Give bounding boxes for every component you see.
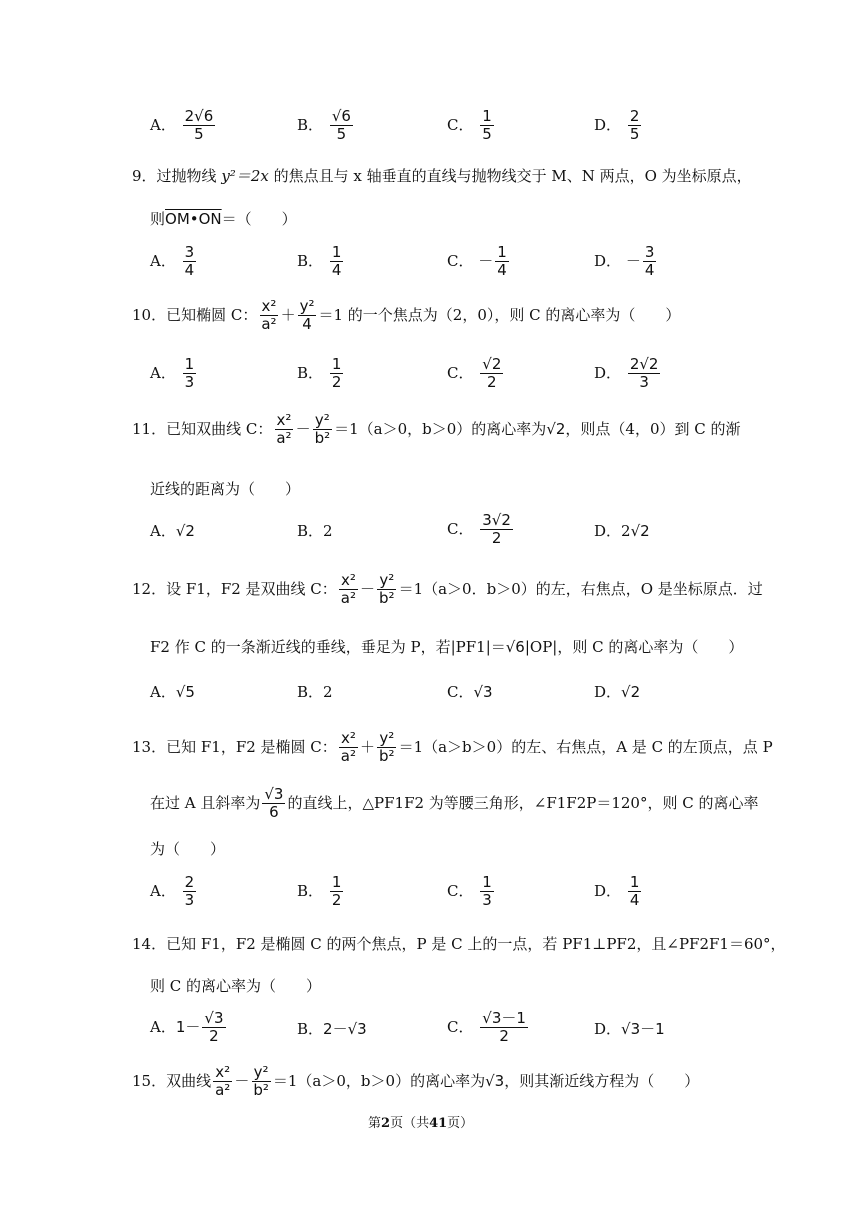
denominator: 6	[269, 803, 279, 822]
denominator: 2	[331, 891, 342, 910]
q8-option-a	[150, 108, 217, 144]
sqrt-expression: √3	[485, 1071, 505, 1090]
denominator: b²	[379, 589, 395, 608]
q8-option-c	[447, 108, 496, 144]
denominator: a²	[215, 1081, 231, 1100]
sqrt-expression: √2	[621, 683, 641, 701]
q11-option-c	[447, 512, 515, 548]
q13-stem-line3	[150, 838, 225, 859]
q9-option-b	[297, 244, 345, 280]
option-label: D．	[594, 115, 622, 134]
numerator: 1	[629, 873, 640, 891]
numerator: 2√2	[629, 355, 659, 373]
fraction	[262, 786, 285, 822]
denominator: 4	[629, 891, 640, 910]
footer-text: 页）	[447, 1116, 474, 1131]
stem-text: 已知椭圆 C：	[166, 305, 258, 324]
q11-option-b	[297, 520, 333, 541]
denominator: 4	[644, 261, 655, 280]
operator: ＋	[280, 305, 296, 324]
q14-option-d	[594, 1018, 665, 1039]
q12-stem-line2	[150, 636, 743, 657]
sqrt-expression: √6	[505, 638, 525, 656]
sqrt-expression: √5	[175, 683, 195, 701]
operator: －	[234, 1071, 250, 1090]
stem-text: ＝1（a＞0．b＞0）的左，右焦点，O 是坐标原点．过	[398, 579, 763, 598]
denominator: 3	[184, 373, 195, 392]
footer-text: 第	[368, 1116, 382, 1131]
stem-text: 则 C 的离心率为（ ）	[150, 977, 322, 995]
q12-option-b	[297, 681, 333, 702]
numerator: √2	[482, 355, 502, 373]
q9-option-d	[594, 244, 658, 280]
fraction	[330, 108, 353, 144]
denominator: 5	[336, 125, 347, 144]
numerator: 3	[644, 243, 655, 261]
option-label: B．	[297, 115, 324, 134]
operator: －	[360, 579, 376, 598]
denominator: 3	[639, 373, 649, 392]
fraction	[495, 244, 509, 280]
q11-stem-line1	[132, 412, 741, 448]
footer-text: 页（共	[390, 1116, 430, 1131]
option-label: A．	[150, 522, 176, 540]
numerator: 1	[482, 107, 492, 125]
fraction	[377, 572, 397, 608]
q10-option-b	[297, 356, 345, 392]
numerator: y²	[379, 729, 395, 747]
numerator: √3	[204, 1009, 224, 1027]
option-label: B．	[297, 881, 324, 900]
denominator: 3	[184, 891, 195, 910]
option-label: D．	[594, 251, 622, 270]
fraction	[480, 512, 513, 548]
numerator: √3	[264, 785, 284, 803]
q9-option-a	[150, 244, 198, 280]
option-label: B．	[297, 251, 324, 270]
numerator: x²	[340, 571, 356, 589]
stem-text: 已知 F1，F2 是椭圆 C 的两个焦点，P 是 C 上的一点，若 PF1⊥PF2，且∠PF2F1＝60°，	[166, 935, 786, 953]
operator: ＋	[360, 737, 376, 756]
denominator: 3	[482, 891, 492, 910]
q14-stem-line1	[132, 933, 786, 954]
page-footer	[368, 1112, 473, 1131]
q9-stem-line2	[150, 208, 297, 229]
denominator: 4	[331, 261, 342, 280]
denominator: b²	[379, 747, 395, 766]
stem-text: ＝1（a＞b＞0）的左、右焦点，A 是 C 的左顶点，点 P	[398, 737, 773, 756]
question-number: 10．	[132, 305, 167, 324]
option-label: C．	[447, 1017, 474, 1036]
q12-option-c	[447, 681, 493, 702]
fraction	[298, 298, 317, 334]
q8-option-d	[594, 108, 643, 144]
numerator: √3－1	[482, 1009, 526, 1027]
numerator: 1	[184, 355, 195, 373]
q12-stem-line1	[132, 572, 763, 608]
option-label: D．	[594, 881, 622, 900]
denominator: 2	[487, 373, 497, 392]
vector-dot-product: OM•ON	[165, 210, 222, 228]
stem-text: 近线的距离为（ ）	[150, 480, 301, 498]
q9-stem-line1	[132, 165, 752, 186]
stem-text: 已知双曲线 C：	[166, 419, 273, 438]
numerator: x²	[215, 1063, 231, 1081]
q10-option-d	[594, 356, 662, 392]
option-label: A．	[150, 683, 176, 701]
option-label: C．	[447, 251, 474, 270]
fraction	[330, 244, 344, 280]
fraction	[480, 874, 494, 910]
q10-stem	[132, 298, 680, 334]
denominator: 2	[499, 1027, 509, 1046]
denominator: 5	[482, 125, 492, 144]
total-pages: 41	[429, 1116, 448, 1131]
stem-text: 设 F1，F2 是双曲线 C：	[166, 579, 337, 598]
numerator: y²	[379, 571, 395, 589]
fraction	[330, 874, 344, 910]
sign: －	[478, 251, 494, 270]
numerator: 1	[331, 873, 342, 891]
stem-text: ＝1（a＞0，b＞0）的离心率为	[272, 1071, 486, 1090]
numerator: 1	[497, 243, 507, 261]
fraction	[480, 108, 494, 144]
denominator: 5	[194, 125, 204, 144]
sign: －	[625, 251, 641, 270]
stem-text: 双曲线	[166, 1071, 212, 1090]
numerator: y²	[299, 297, 315, 315]
q14-stem-line2	[150, 975, 321, 996]
fraction	[339, 730, 358, 766]
numerator: x²	[340, 729, 356, 747]
numerator: y²	[314, 411, 330, 429]
option-value: 2	[323, 683, 333, 701]
sqrt-expression: √3	[621, 1020, 641, 1038]
option-value: 2	[323, 522, 333, 540]
fraction	[183, 244, 197, 280]
fraction	[628, 356, 661, 392]
numerator: 1	[331, 243, 342, 261]
q13-stem-line1	[132, 730, 773, 766]
fraction	[330, 356, 344, 392]
option-label: D．	[594, 522, 622, 540]
fraction	[313, 412, 333, 448]
fraction	[259, 298, 278, 334]
fraction	[183, 356, 197, 392]
option-label: C．	[447, 683, 474, 701]
option-label: B．	[297, 1020, 324, 1038]
denominator: 2	[331, 373, 342, 392]
q11-option-a	[150, 520, 195, 541]
q14-option-a	[150, 1010, 228, 1046]
question-number: 12．	[132, 579, 167, 598]
sqrt-expression: √3	[347, 1020, 367, 1038]
prefix: 1－	[175, 1017, 201, 1036]
fraction	[480, 1010, 528, 1046]
operator: －	[295, 419, 311, 438]
option-label: C．	[447, 363, 474, 382]
q14-option-c	[447, 1010, 530, 1046]
stem-text: 为（ ）	[150, 840, 226, 858]
prefix: 2－	[323, 1020, 348, 1038]
option-label: C．	[447, 115, 474, 134]
denominator: 4	[184, 261, 195, 280]
option-label: A．	[150, 881, 176, 900]
option-label: A．	[150, 251, 176, 270]
denominator: 2	[491, 529, 502, 548]
fraction	[628, 108, 642, 144]
fraction	[377, 730, 397, 766]
equation: y²＝2x	[221, 167, 269, 185]
q10-option-a	[150, 356, 198, 392]
stem-text: 的焦点且与 x 轴垂直的直线与抛物线交于 M、N 两点，O 为坐标原点，	[268, 167, 752, 185]
fraction	[213, 1064, 232, 1100]
sqrt-expression: √3	[473, 683, 493, 701]
option-label: A．	[150, 115, 176, 134]
numerator: 3	[184, 243, 195, 261]
denominator: 4	[497, 261, 507, 280]
fraction	[274, 412, 293, 448]
q15-stem	[132, 1064, 699, 1100]
stem-text: F2 作 C 的一条渐近线的垂线，垂足为 P，若|PF1|＝	[150, 638, 506, 656]
numerator: y²	[253, 1063, 269, 1081]
numerator: x²	[276, 411, 292, 429]
denominator: a²	[261, 315, 277, 334]
numerator: 2√6	[184, 107, 214, 125]
numerator: 1	[331, 355, 342, 373]
numerator: 2	[629, 107, 640, 125]
question-number: 11．	[132, 419, 167, 438]
fraction	[183, 874, 197, 910]
numerator: 2	[184, 873, 195, 891]
q9-option-c	[447, 244, 511, 280]
numerator: √6	[331, 107, 351, 125]
denominator: 5	[629, 125, 640, 144]
stem-text: ＝（ ）	[221, 210, 297, 228]
fraction	[183, 108, 216, 144]
q13-option-b	[297, 874, 345, 910]
stem-text: 已知 F1，F2 是椭圆 C：	[166, 737, 337, 756]
stem-text: ，则其渐近线方程为（ ）	[504, 1071, 700, 1090]
q12-option-d	[594, 681, 640, 702]
sqrt-expression: √2	[175, 522, 195, 540]
option-label: C．	[447, 881, 474, 900]
q8-option-b	[297, 108, 355, 144]
denominator: 4	[302, 315, 312, 334]
stem-text: ＝1（a＞0，b＞0）的离心率为	[334, 419, 547, 438]
option-label: A．	[150, 363, 176, 382]
numerator: x²	[261, 297, 277, 315]
q14-option-b	[297, 1018, 367, 1039]
denominator: a²	[340, 747, 356, 766]
question-number: 14．	[132, 935, 167, 953]
denominator: a²	[276, 429, 292, 448]
q11-stem-line2	[150, 478, 300, 499]
fraction	[480, 356, 503, 392]
option-label: B．	[297, 522, 324, 540]
question-number: 13．	[132, 737, 167, 756]
coefficient: 2	[621, 522, 631, 540]
option-label: D．	[594, 1020, 622, 1038]
stem-text: 的直线上，△PF1F2 为等腰三角形，∠F1F2P＝120°，则 C 的离心率	[287, 793, 759, 812]
stem-text: 在过 A 且斜率为	[150, 793, 261, 812]
stem-text: 则	[150, 210, 166, 228]
stem-text: |OP|，则 C 的离心率为（ ）	[524, 638, 744, 656]
denominator: b²	[253, 1081, 269, 1100]
denominator: 2	[209, 1027, 219, 1046]
option-label: B．	[297, 683, 324, 701]
q10-option-c	[447, 356, 505, 392]
suffix: －1	[640, 1020, 665, 1038]
q12-option-a	[150, 681, 195, 702]
numerator: 1	[482, 873, 492, 891]
fraction	[251, 1064, 271, 1100]
option-label: C．	[447, 519, 474, 538]
fraction	[339, 572, 358, 608]
question-number: 9．	[132, 167, 157, 185]
numerator: 3√2	[482, 511, 511, 529]
q13-option-d	[594, 874, 643, 910]
fraction	[202, 1010, 225, 1046]
stem-text: ＝1 的一个焦点为（2，0），则 C 的离心率为（ ）	[318, 305, 681, 324]
option-label: D．	[594, 683, 622, 701]
option-label: D．	[594, 363, 622, 382]
page-number: 2	[381, 1116, 391, 1131]
denominator: b²	[314, 429, 331, 448]
sqrt-expression: √2	[546, 419, 566, 438]
fraction	[643, 244, 657, 280]
fraction	[628, 874, 642, 910]
option-label: A．	[150, 1017, 176, 1036]
denominator: a²	[340, 589, 356, 608]
q11-option-d	[594, 520, 650, 541]
question-number: 15．	[132, 1071, 167, 1090]
stem-text: ，则点（4，0）到 C 的渐	[565, 419, 741, 438]
q13-option-a	[150, 874, 198, 910]
q13-option-c	[447, 874, 496, 910]
stem-text: 过抛物线	[156, 167, 222, 185]
sqrt-expression: √2	[630, 522, 650, 540]
q13-stem-line2	[150, 786, 759, 822]
option-label: B．	[297, 363, 324, 382]
